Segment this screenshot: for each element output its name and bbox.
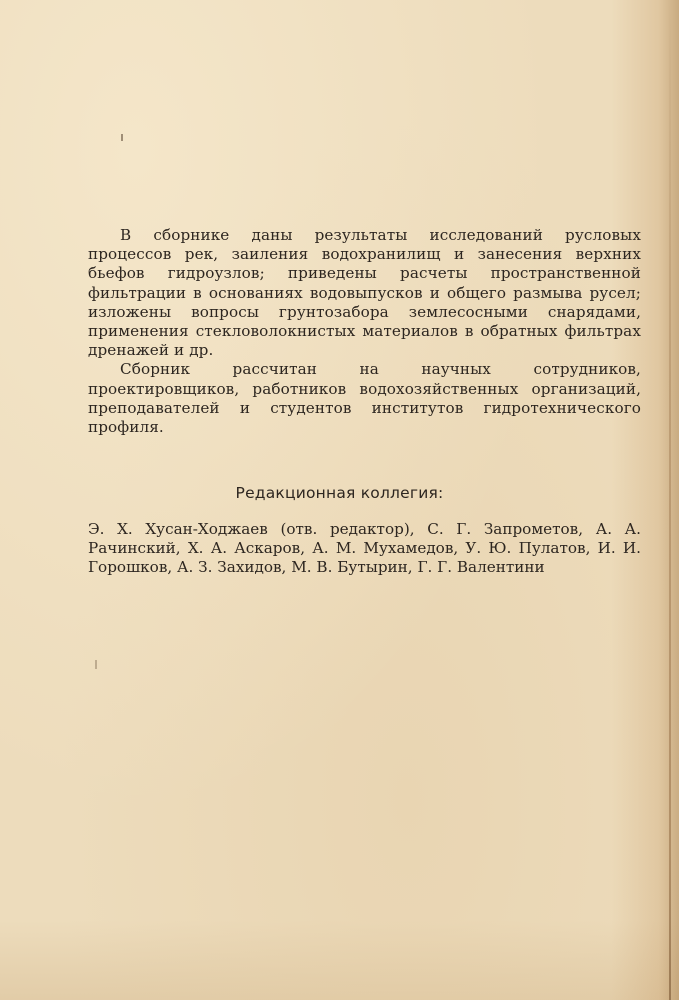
- paper-speck: [95, 660, 97, 669]
- paper-speck: [121, 134, 123, 141]
- editorial-board-heading: Редакционная коллегия:: [235, 484, 444, 502]
- abstract-paragraph-2: Сборник рассчитан на научных сотрудников, проектировщиков, работников водохозяйственных организаций, преподавателей и студентов институтов гидротехнического профиля.: [88, 360, 641, 437]
- abstract-text: [88, 226, 641, 437]
- editorial-board-members: Э. Х. Хусан-Ходжаев (отв. редактор), С. Г. Запрометов, А. А. Рачинский, Х. А. Аскаров, А. М. Мухамедов, У. Ю. Пулатов, И. И. Горошков, А. З. Захидов, М. В. Бутырин, Г. Г. Валентини: [88, 520, 641, 577]
- abstract-paragraph-1: В сборнике даны результаты исследований русловых процессов рек, заиления водохранилищ и занесения верхних бьефов гидроузлов; приведены расчеты пространственной фильтрации в основаниях водовыпусков и общего размыва русел; изложены вопросы грунтозабора землесосными снарядами, применения стекловолокнистых материалов в обратных фильтрах дренажей и др.: [88, 226, 641, 360]
